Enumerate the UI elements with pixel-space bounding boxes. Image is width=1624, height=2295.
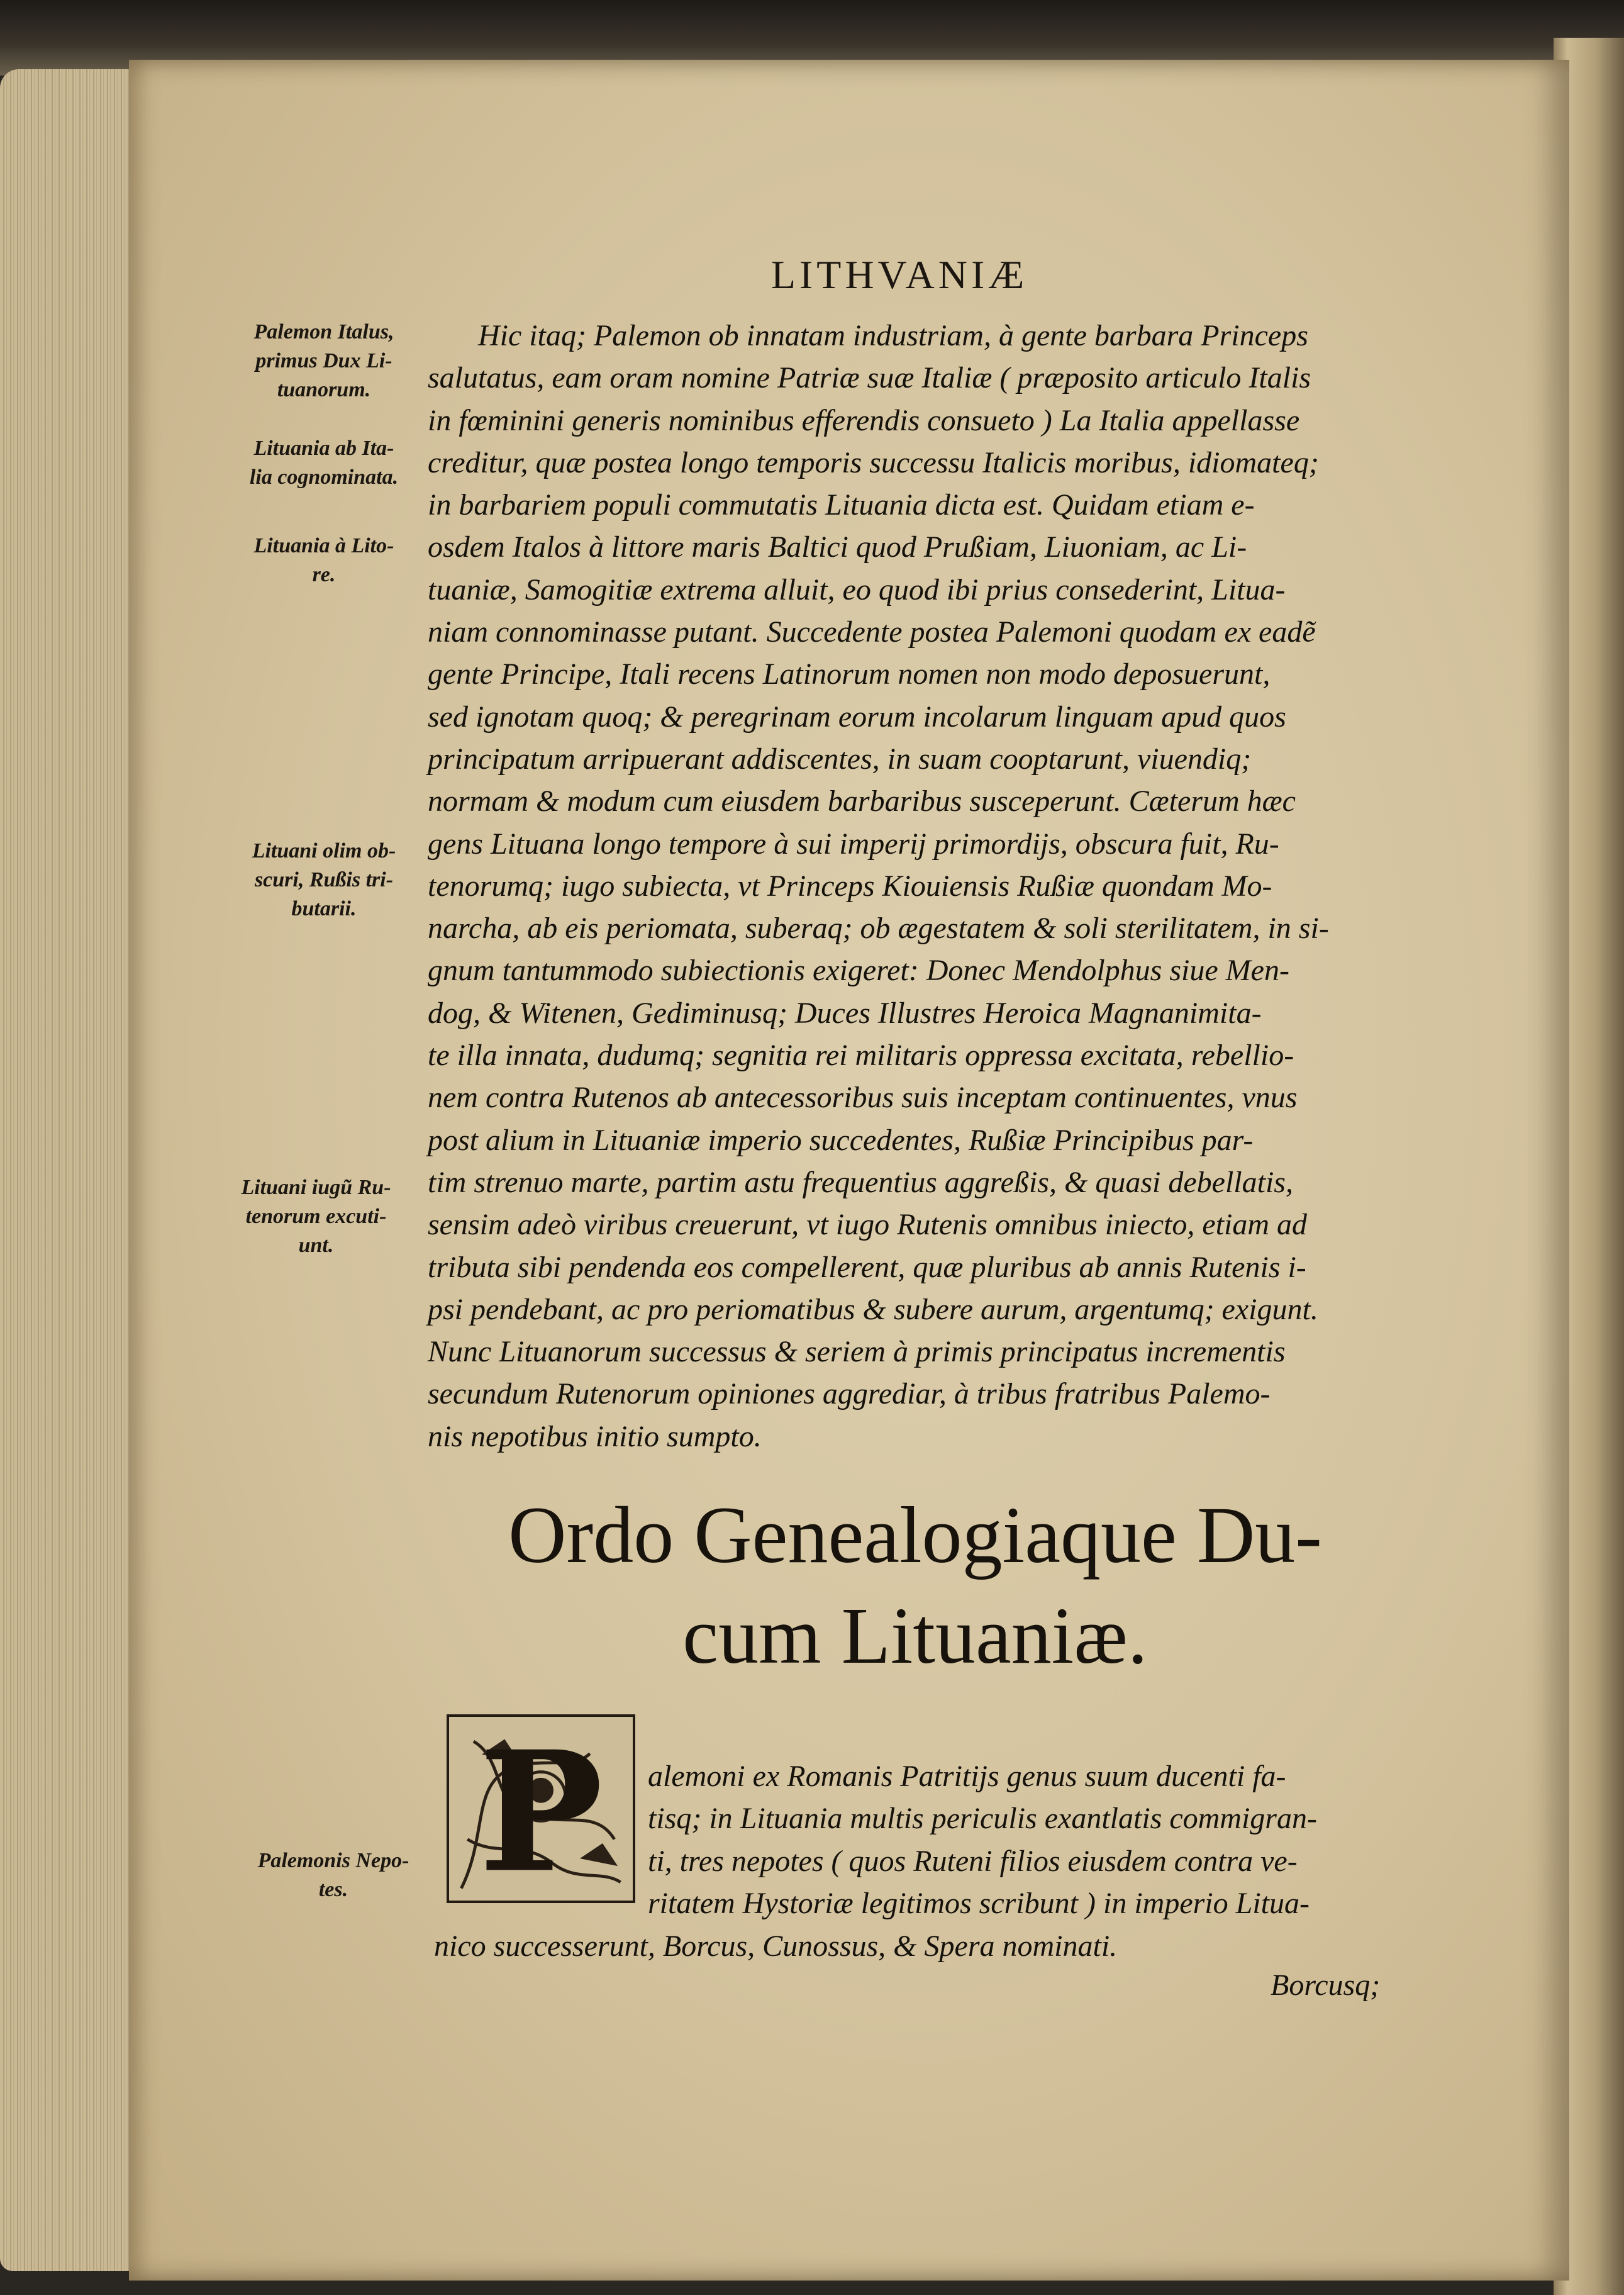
text-line: nem contra Rutenos ab antecessoribus suis inceptam continuentes, vnus [428,1081,1298,1115]
text-line: principatum arripuerant addiscentes, in suam cooptarunt, viuendiq; [428,742,1252,776]
text-line: secundum Rutenorum opiniones aggrediar, à tribus fratribus Palemo- [428,1377,1271,1411]
section-title: Ordo Genealogiaque Du- cum Lituaniæ. [508,1490,1322,1680]
margin-note: Palemon Italus, primus Dux Li- tuanorum. [253,320,394,401]
text-line: ritatem Hystoriæ legitimos scribunt ) in imperio Litua- [648,1886,1310,1920]
text-line: creditur, quæ postea longo temporis successu Italicis moribus, idiomateq; [428,445,1319,479]
text-line: ti, tres nepotes ( quos Ruteni filios eiusdem contra ve- [648,1844,1298,1878]
text-line: Hic itaq; Palemon ob innatam industriam, à gente barbara Princeps [478,319,1308,352]
margin-note: Lituani iugũ Ru- tenorum excuti- unt. [241,1176,391,1257]
text-line: tuaniæ, Samogitiæ extrema alluit, eo quod ibi prius consederint, Litua- [428,572,1286,606]
text-line: dog, & Witenen, Gediminusq; Duces Illustres Heroica Magnanimita- [428,996,1262,1030]
text-line: tributa sibi pendenda eos compellerent, quæ pluribus ab annis Rutenis i- [428,1250,1306,1284]
text-line: tisq; in Lituania multis periculis exantlatis commigran- [648,1802,1317,1836]
margin-note: Lituania à Lito- re. [253,534,394,586]
svg-text:P: P [479,1717,603,1901]
margin-note: Lituani olim ob- scuri, Rußis tri- butarii. [252,839,396,920]
text-line: tenorumq; iugo subiecta, vt Princeps Kiouiensis Rußiæ quondam Mo- [428,869,1272,903]
text-line: gente Principe, Itali recens Latinorum nomen non modo deposuerunt, [428,657,1271,691]
running-head: LITHVANIÆ [770,252,1028,297]
body-text [428,315,1396,1458]
text-line: niam connominasse putant. Succedente postea Palemoni quodam ex eadẽ [428,615,1316,649]
text-line: sed ignotam quoq; & peregrinam eorum incolarum linguam apud quos [428,700,1286,734]
text-line: salutatus, eam oram nomine Patriæ suæ Italiæ ( præposito articulo Italis [428,361,1311,395]
text-line: te illa innata, dudumq; segnitia rei militaris oppressa excitata, rebellio- [428,1039,1294,1073]
page-stack-edges [0,69,135,2271]
text-line: post alium in Lituaniæ imperio succedentes, Rußiæ Principibus par- [428,1123,1254,1157]
catchword: Borcusq; [1271,1968,1381,2002]
text-line: psi pendebant, ac pro periomatibus & subere aurum, argentumq; exigunt. [428,1292,1318,1326]
text-line: Nunc Lituanorum successus & seriem à primis principatus incrementis [428,1335,1286,1369]
ornament-icon [449,1717,633,1901]
margin-note: Lituania ab Ita- lia cognominata. [249,437,399,489]
text-line: gnum tantummodo subiectionis exigeret: Donec Mendolphus siue Men- [428,954,1289,988]
text-line: sensim adeò viribus creuerunt, vt iugo Rutenis omnibus iniecto, etiam ad [428,1208,1308,1242]
text-line: gens Lituana longo tempore à sui imperij primordijs, obscura fuit, Ru- [428,827,1279,861]
decorated-initial [447,1714,635,1903]
text-line: alemoni ex Romanis Patritijs genus suum ducenti fa- [648,1760,1286,1793]
text-line: nico successerunt, Borcus, Cunossus, & Spera nominati. [434,1929,1118,1963]
margin-note: Palemonis Nepo- tes. [257,1849,409,1901]
text-line: in barbariem populi commutatis Lituania dicta est. Quidam etiam e- [428,488,1255,522]
text-line: tim strenuo marte, partim astu frequentius aggreßis, & quasi debellatis, [428,1165,1293,1199]
lower-text-last [434,1925,1403,1967]
text-line: nis nepotibus initio sumpto. [428,1419,762,1453]
text-line: normam & modum cum eiusdem barbaribus susceperunt. Cæterum hæc [428,785,1296,818]
lower-text [648,1755,1403,1924]
text-line: osdem Italos à littore maris Baltici quod Prußiam, Liuoniam, ac Li- [428,530,1247,564]
text-line: in fœminini generis nominibus efferendis consueto ) La Italia appellasse [428,403,1300,437]
text-line: narcha, ab eis periomata, suberaq; ob ægestatem & soli sterilitatem, in si- [428,912,1329,946]
